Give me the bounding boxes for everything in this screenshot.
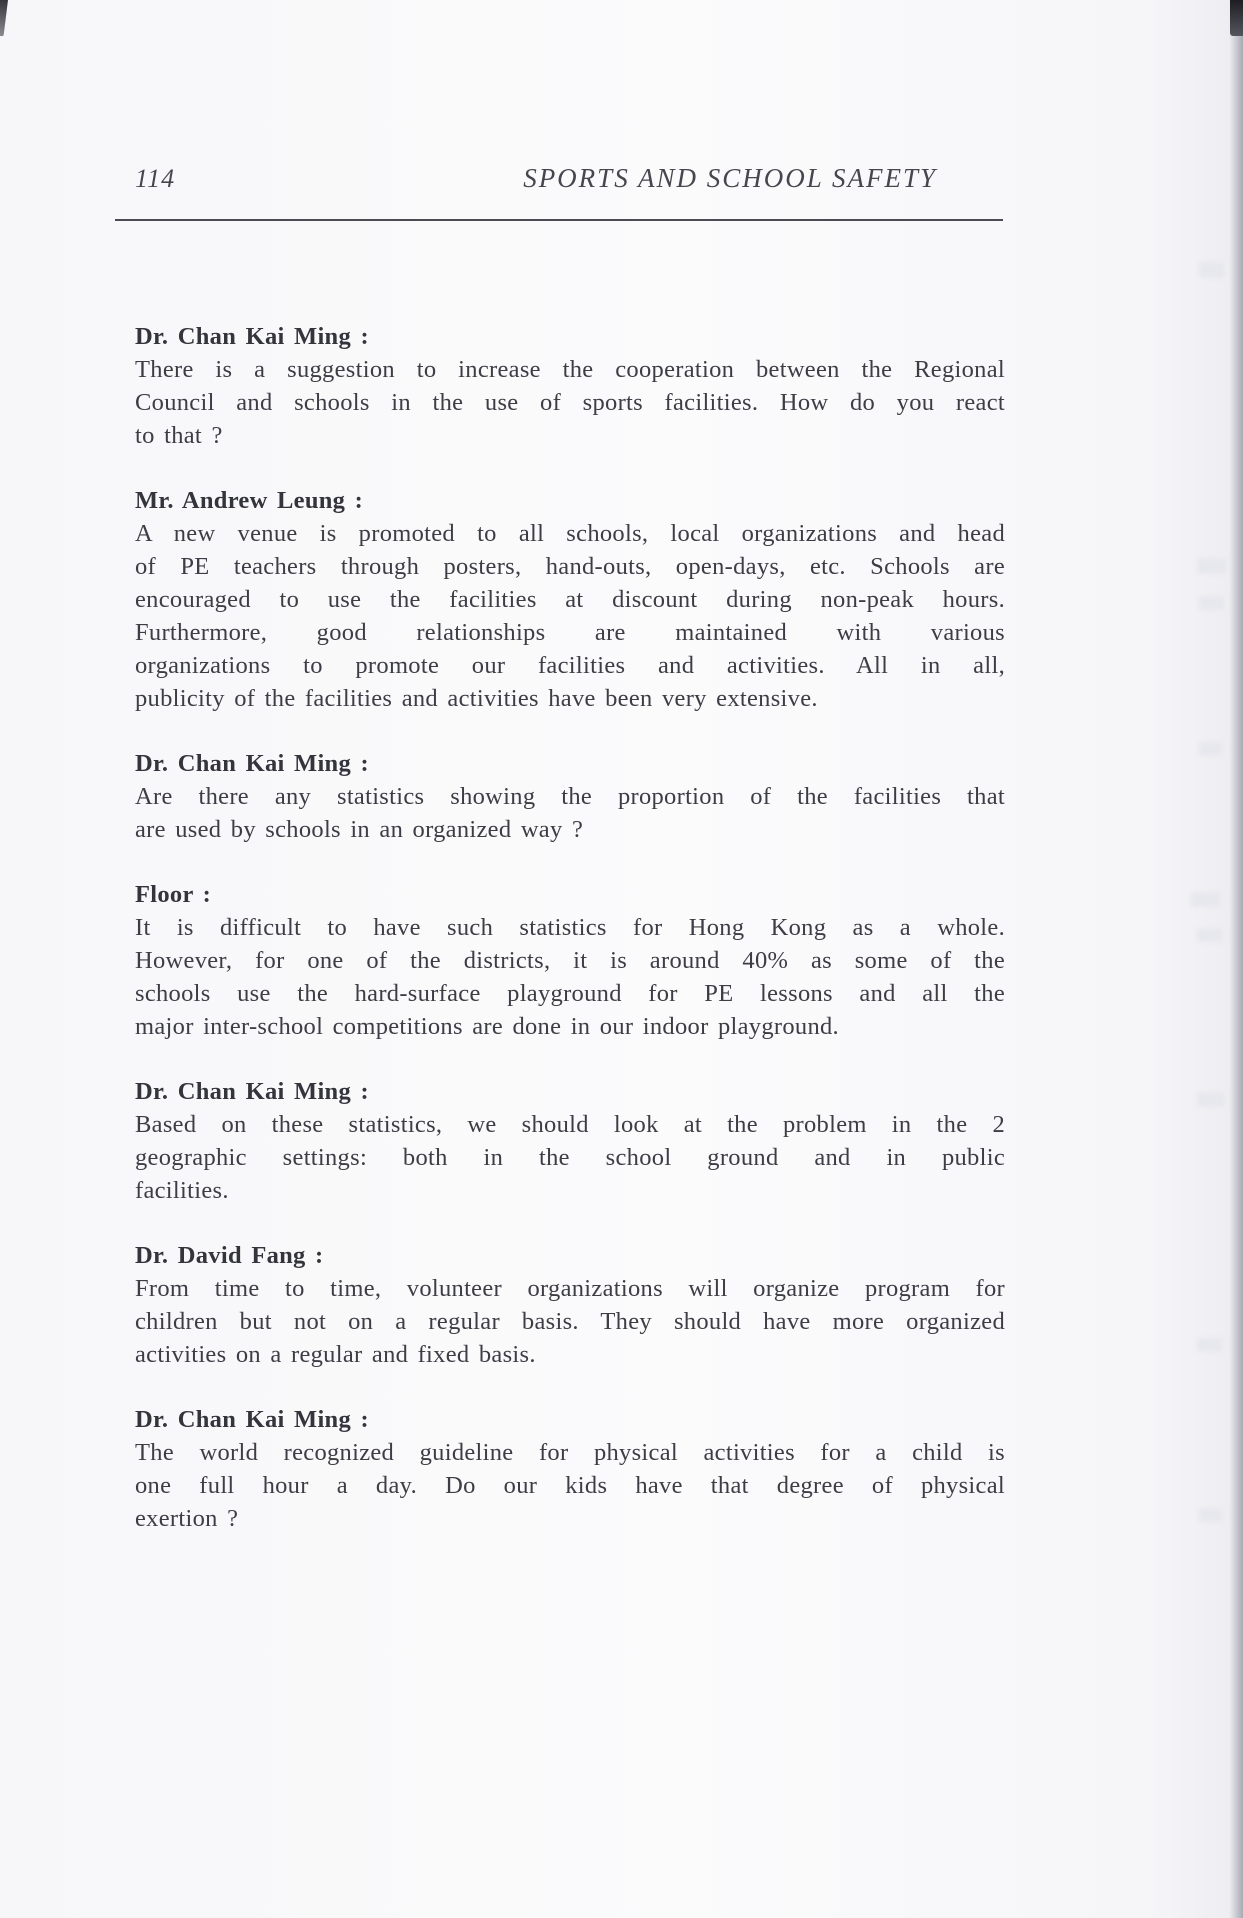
dialogue-block bbox=[135, 1075, 1005, 1207]
paragraph-line: The world recognized guideline for physical activities for a child is bbox=[135, 1439, 1005, 1466]
paragraph-line: major inter-school competitions are done in our indoor playground. bbox=[135, 1013, 839, 1040]
paragraph-line: Based on these statistics, we should look at the problem in the 2 bbox=[135, 1111, 1005, 1138]
paragraph-line: to that ? bbox=[135, 422, 223, 449]
paragraph-line: A new venue is promoted to all schools, local organizations and head bbox=[135, 520, 1005, 547]
paragraph-line: schools use the hard-surface playground for PE lessons and all the bbox=[135, 980, 1005, 1007]
speaker-name: Dr. Chan Kai Ming : bbox=[135, 323, 369, 350]
bleed-through-artifact bbox=[1199, 596, 1225, 610]
speaker-name: Floor : bbox=[135, 881, 212, 908]
speaker-name: Mr. Andrew Leung : bbox=[135, 487, 364, 514]
bleed-through-artifact bbox=[1197, 558, 1227, 574]
paragraph-line: encouraged to use the facilities at discount during non-peak hours. bbox=[135, 586, 1005, 613]
scan-corner-artifact-left bbox=[0, 0, 8, 36]
paragraph-line: activities on a regular and fixed basis. bbox=[135, 1341, 536, 1368]
bleed-through-artifact bbox=[1199, 742, 1223, 756]
paragraph-line: exertion ? bbox=[135, 1505, 239, 1532]
paragraph-line: geographic settings: both in the school ground and in public bbox=[135, 1144, 1005, 1171]
header-rule bbox=[115, 219, 1003, 221]
bleed-through-artifact bbox=[1197, 1092, 1225, 1107]
speaker-name: Dr. David Fang : bbox=[135, 1242, 324, 1269]
dialogue bbox=[135, 320, 1005, 1567]
speaker-name: Dr. Chan Kai Ming : bbox=[135, 1078, 369, 1105]
dialogue-block bbox=[135, 484, 1005, 715]
bleed-through-artifact bbox=[1191, 892, 1221, 907]
page-header bbox=[135, 163, 1003, 194]
scan-edge-shadow bbox=[1229, 0, 1243, 1918]
paragraph-line: From time to time, volunteer organizations will organize program for bbox=[135, 1275, 1005, 1302]
bleed-through-artifact bbox=[1199, 262, 1225, 278]
dialogue-block bbox=[135, 1403, 1005, 1535]
dialogue-block bbox=[135, 878, 1005, 1043]
paragraph-line: publicity of the facilities and activities have been very extensive. bbox=[135, 685, 818, 712]
paragraph-line: of PE teachers through posters, hand-outs, open-days, etc. Schools are bbox=[135, 553, 1005, 580]
speaker-name: Dr. Chan Kai Ming : bbox=[135, 1406, 369, 1433]
paragraph-line: Council and schools in the use of sports facilities. How do you react bbox=[135, 389, 1005, 416]
paragraph-line: organizations to promote our facilities and activities. All in all, bbox=[135, 652, 1005, 679]
dialogue-block bbox=[135, 747, 1005, 846]
paragraph-line: Are there any statistics showing the proportion of the facilities that bbox=[135, 783, 1005, 810]
scan-corner-artifact-right bbox=[1230, 0, 1243, 36]
bleed-through-artifact bbox=[1197, 928, 1223, 942]
speaker-name: Dr. Chan Kai Ming : bbox=[135, 750, 369, 777]
bleed-through-artifact bbox=[1197, 1338, 1223, 1352]
paragraph-line: There is a suggestion to increase the cooperation between the Regional bbox=[135, 356, 1005, 383]
paragraph-line: children but not on a regular basis. They should have more organized bbox=[135, 1308, 1005, 1335]
dialogue-block bbox=[135, 1239, 1005, 1371]
paragraph-line: are used by schools in an organized way ? bbox=[135, 816, 584, 843]
paragraph-line: one full hour a day. Do our kids have that degree of physical bbox=[135, 1472, 1005, 1499]
paragraph-line: However, for one of the districts, it is around 40% as some of the bbox=[135, 947, 1005, 974]
dialogue-block bbox=[135, 320, 1005, 452]
page-number: 114 bbox=[135, 164, 176, 193]
paragraph-line: It is difficult to have such statistics for Hong Kong as a whole. bbox=[135, 914, 1005, 941]
bleed-through-artifact bbox=[1199, 1508, 1223, 1522]
paragraph-line: Furthermore, good relationships are maintained with various bbox=[135, 619, 1005, 646]
running-title: SPORTS AND SCHOOL SAFETY bbox=[523, 163, 937, 193]
paragraph-line: facilities. bbox=[135, 1177, 229, 1204]
